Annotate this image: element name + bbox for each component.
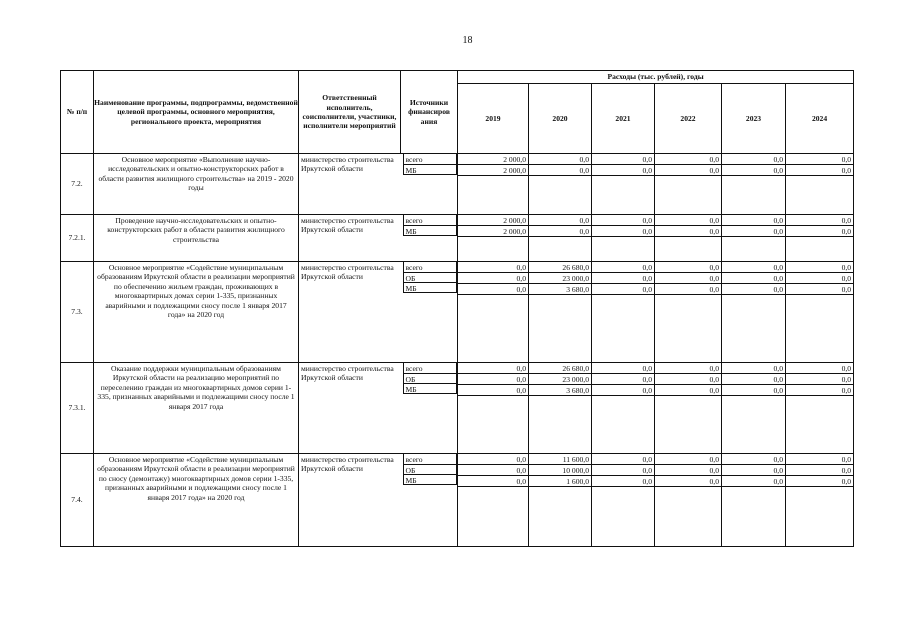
expense-value: 0,0 [722, 465, 785, 476]
activity-name: Проведение научно-исследовательских и опытно-конструкторских работ в области развития жилищного строительства [94, 215, 299, 262]
expense-value: 0,0 [655, 454, 721, 465]
expense-value: 0,0 [786, 284, 853, 295]
funding-source: ОБ [403, 464, 458, 475]
funding-sources-cell [401, 154, 458, 215]
expense-year-cell [722, 215, 786, 262]
responsible-executor: министерство строительства Иркутской области [299, 363, 401, 454]
table-row [61, 154, 854, 215]
expense-value: 0,0 [592, 165, 654, 176]
expense-value: 11 600,0 [529, 454, 591, 465]
row-number: 7.3.1. [61, 363, 94, 454]
funding-source: МБ [403, 383, 458, 394]
expense-value: 0,0 [655, 215, 721, 226]
table-row [61, 454, 854, 547]
expense-value: 0,0 [786, 215, 853, 226]
expense-value: 0,0 [592, 215, 654, 226]
expense-value: 0,0 [722, 374, 785, 385]
header-name: Наименование программы, подпрограммы, ведомственной целевой программы, основного мероприятия, регионального проекта, мероприятия [94, 71, 299, 154]
expense-value: 0,0 [458, 363, 528, 374]
expense-value: 0,0 [592, 385, 654, 396]
responsible-executor: министерство строительства Иркутской области [299, 215, 401, 262]
table-row [61, 215, 854, 262]
expense-value: 0,0 [655, 465, 721, 476]
expense-year-cell [655, 215, 722, 262]
expense-year-cell [458, 454, 529, 547]
expense-value: 0,0 [655, 385, 721, 396]
expense-value: 0,0 [655, 374, 721, 385]
table-row [61, 262, 854, 363]
activity-name: Оказание поддержки муниципальным образованиям Иркутской области на реализацию мероприятий по переселению граждан из многоквартирных домов серии 1-335, признанных аварийными и подлежащими сносу после 1 января 2017 года [94, 363, 299, 454]
expense-year-cell [655, 363, 722, 454]
expense-year-cell [529, 454, 592, 547]
expense-value: 0,0 [722, 165, 785, 176]
expense-value: 0,0 [722, 476, 785, 487]
expense-value: 0,0 [458, 374, 528, 385]
expense-year-cell [786, 215, 854, 262]
expense-value: 0,0 [592, 454, 654, 465]
header-expenses: Расходы (тыс. рублей), годы [458, 71, 854, 84]
expense-value: 0,0 [529, 226, 591, 237]
expense-value: 0,0 [458, 476, 528, 487]
expense-value: 0,0 [592, 476, 654, 487]
expense-value: 23 000,0 [529, 374, 591, 385]
funding-sources-cell [401, 454, 458, 547]
expense-value: 3 680,0 [529, 284, 591, 295]
expense-value: 0,0 [722, 215, 785, 226]
row-number: 7.2.1. [61, 215, 94, 262]
row-number: 7.2. [61, 154, 94, 215]
funding-source: МБ [403, 164, 458, 175]
funding-source: ОБ [403, 272, 458, 283]
expense-value: 0,0 [458, 385, 528, 396]
expense-year-cell [458, 262, 529, 363]
expense-value: 0,0 [722, 154, 785, 165]
activity-name: Основное мероприятие «Содействие муниципальным образованиям Иркутской области в реализации мероприятий по обеспечению жильем граждан, проживающих в многоквартирных домах серии 1-335, признанных аварийными и подлежащими сносу после 1 января 2017 года» на 2020 год [94, 262, 299, 363]
expense-value: 0,0 [592, 374, 654, 385]
table-body [61, 154, 854, 547]
expense-value: 0,0 [655, 284, 721, 295]
expense-value: 0,0 [458, 262, 528, 273]
expense-value: 2 000,0 [458, 215, 528, 226]
expense-value: 2 000,0 [458, 226, 528, 237]
expense-value: 0,0 [655, 273, 721, 284]
expense-value: 3 680,0 [529, 385, 591, 396]
expense-year-cell [655, 262, 722, 363]
page-number: 18 [462, 35, 473, 46]
expense-value: 0,0 [786, 273, 853, 284]
expense-value: 0,0 [655, 363, 721, 374]
expense-value: 0,0 [786, 476, 853, 487]
expense-year-cell [529, 154, 592, 215]
header-year: 2019 [458, 84, 529, 154]
row-number: 7.3. [61, 262, 94, 363]
expense-value: 0,0 [529, 154, 591, 165]
expense-value: 26 680,0 [529, 363, 591, 374]
expense-value: 0,0 [786, 374, 853, 385]
activity-name: Основное мероприятие «Выполнение научно-исследовательских и опытно-конструкторских работ в области развития жилищного строительства» на 2019 - 2020 годы [94, 154, 299, 215]
expense-value: 0,0 [592, 284, 654, 295]
expense-value: 0,0 [786, 226, 853, 237]
expense-value: 0,0 [529, 215, 591, 226]
expense-year-cell [529, 363, 592, 454]
expense-value: 0,0 [655, 226, 721, 237]
expense-value: 0,0 [592, 262, 654, 273]
row-number: 7.4. [61, 454, 94, 547]
funding-source: МБ [403, 225, 458, 236]
expense-value: 0,0 [722, 273, 785, 284]
responsible-executor: министерство строительства Иркутской области [299, 454, 401, 547]
expense-value: 0,0 [722, 226, 785, 237]
funding-source: ОБ [403, 373, 458, 384]
funding-sources-cell [401, 363, 458, 454]
expense-year-cell [458, 363, 529, 454]
expense-value: 0,0 [458, 465, 528, 476]
expense-value: 0,0 [655, 262, 721, 273]
expense-year-cell [592, 215, 655, 262]
expense-year-cell [458, 154, 529, 215]
expense-value: 0,0 [786, 165, 853, 176]
expense-year-cell [722, 454, 786, 547]
expense-value: 0,0 [722, 284, 785, 295]
expense-year-cell [722, 363, 786, 454]
expense-value: 23 000,0 [529, 273, 591, 284]
funding-source: всего [403, 215, 458, 226]
expense-year-cell [592, 154, 655, 215]
expense-value: 2 000,0 [458, 154, 528, 165]
expense-year-cell [722, 154, 786, 215]
expense-value: 0,0 [786, 454, 853, 465]
header-year: 2024 [786, 84, 854, 154]
funding-sources-cell [401, 262, 458, 363]
responsible-executor: министерство строительства Иркутской области [299, 262, 401, 363]
header-num: № п/п [61, 71, 94, 154]
funding-source: всего [403, 363, 458, 374]
expense-value: 0,0 [458, 454, 528, 465]
expense-year-cell [786, 454, 854, 547]
expense-year-cell [592, 454, 655, 547]
budget-table [60, 70, 854, 547]
expense-value: 0,0 [786, 154, 853, 165]
expense-value: 0,0 [458, 273, 528, 284]
expense-year-cell [529, 215, 592, 262]
expense-value: 0,0 [722, 363, 785, 374]
expense-year-cell [786, 262, 854, 363]
funding-source: МБ [403, 282, 458, 293]
header-year: 2022 [655, 84, 722, 154]
expense-value: 0,0 [786, 385, 853, 396]
header-year: 2021 [592, 84, 655, 154]
expense-value: 0,0 [655, 476, 721, 487]
expense-value: 0,0 [722, 385, 785, 396]
funding-source: МБ [403, 474, 458, 485]
expense-value: 0,0 [722, 454, 785, 465]
expense-year-cell [458, 215, 529, 262]
expense-year-cell [592, 262, 655, 363]
expense-value: 10 000,0 [529, 465, 591, 476]
expense-year-cell [655, 454, 722, 547]
funding-source: всего [403, 262, 458, 273]
funding-source: всего [403, 454, 458, 465]
expense-value: 1 600,0 [529, 476, 591, 487]
expense-value: 0,0 [786, 465, 853, 476]
expense-value: 0,0 [592, 465, 654, 476]
expense-value: 0,0 [592, 226, 654, 237]
expense-value: 0,0 [655, 154, 721, 165]
expense-year-cell [786, 363, 854, 454]
expense-value: 0,0 [786, 262, 853, 273]
expense-year-cell [592, 363, 655, 454]
expense-value: 0,0 [592, 273, 654, 284]
funding-sources-cell [401, 215, 458, 262]
expense-value: 0,0 [458, 284, 528, 295]
expense-year-cell [529, 262, 592, 363]
activity-name: Основное мероприятие «Содействие муниципальным образованиям Иркутской области в реализации мероприятий по сносу (демонтажу) многоквартирных домов серии 1-335, признанных аварийными и подлежащими сносу после 1 января 2017 года» на 2020 год [94, 454, 299, 547]
expense-value: 0,0 [786, 363, 853, 374]
funding-source: всего [403, 154, 458, 165]
expense-value: 0,0 [592, 154, 654, 165]
header-year: 2020 [529, 84, 592, 154]
responsible-executor: министерство строительства Иркутской области [299, 154, 401, 215]
expense-value: 0,0 [592, 363, 654, 374]
table-row [61, 363, 854, 454]
expense-year-cell [722, 262, 786, 363]
expense-value: 0,0 [529, 165, 591, 176]
header-sources: Источники финансиров ания [401, 71, 458, 154]
header-responsible: Ответственный исполнитель, соисполнители, участники, исполнители мероприятий [299, 71, 401, 154]
expense-year-cell [786, 154, 854, 215]
header-year: 2023 [722, 84, 786, 154]
expense-value: 0,0 [722, 262, 785, 273]
expense-year-cell [655, 154, 722, 215]
expense-value: 2 000,0 [458, 165, 528, 176]
expense-value: 0,0 [655, 165, 721, 176]
expense-value: 26 680,0 [529, 262, 591, 273]
